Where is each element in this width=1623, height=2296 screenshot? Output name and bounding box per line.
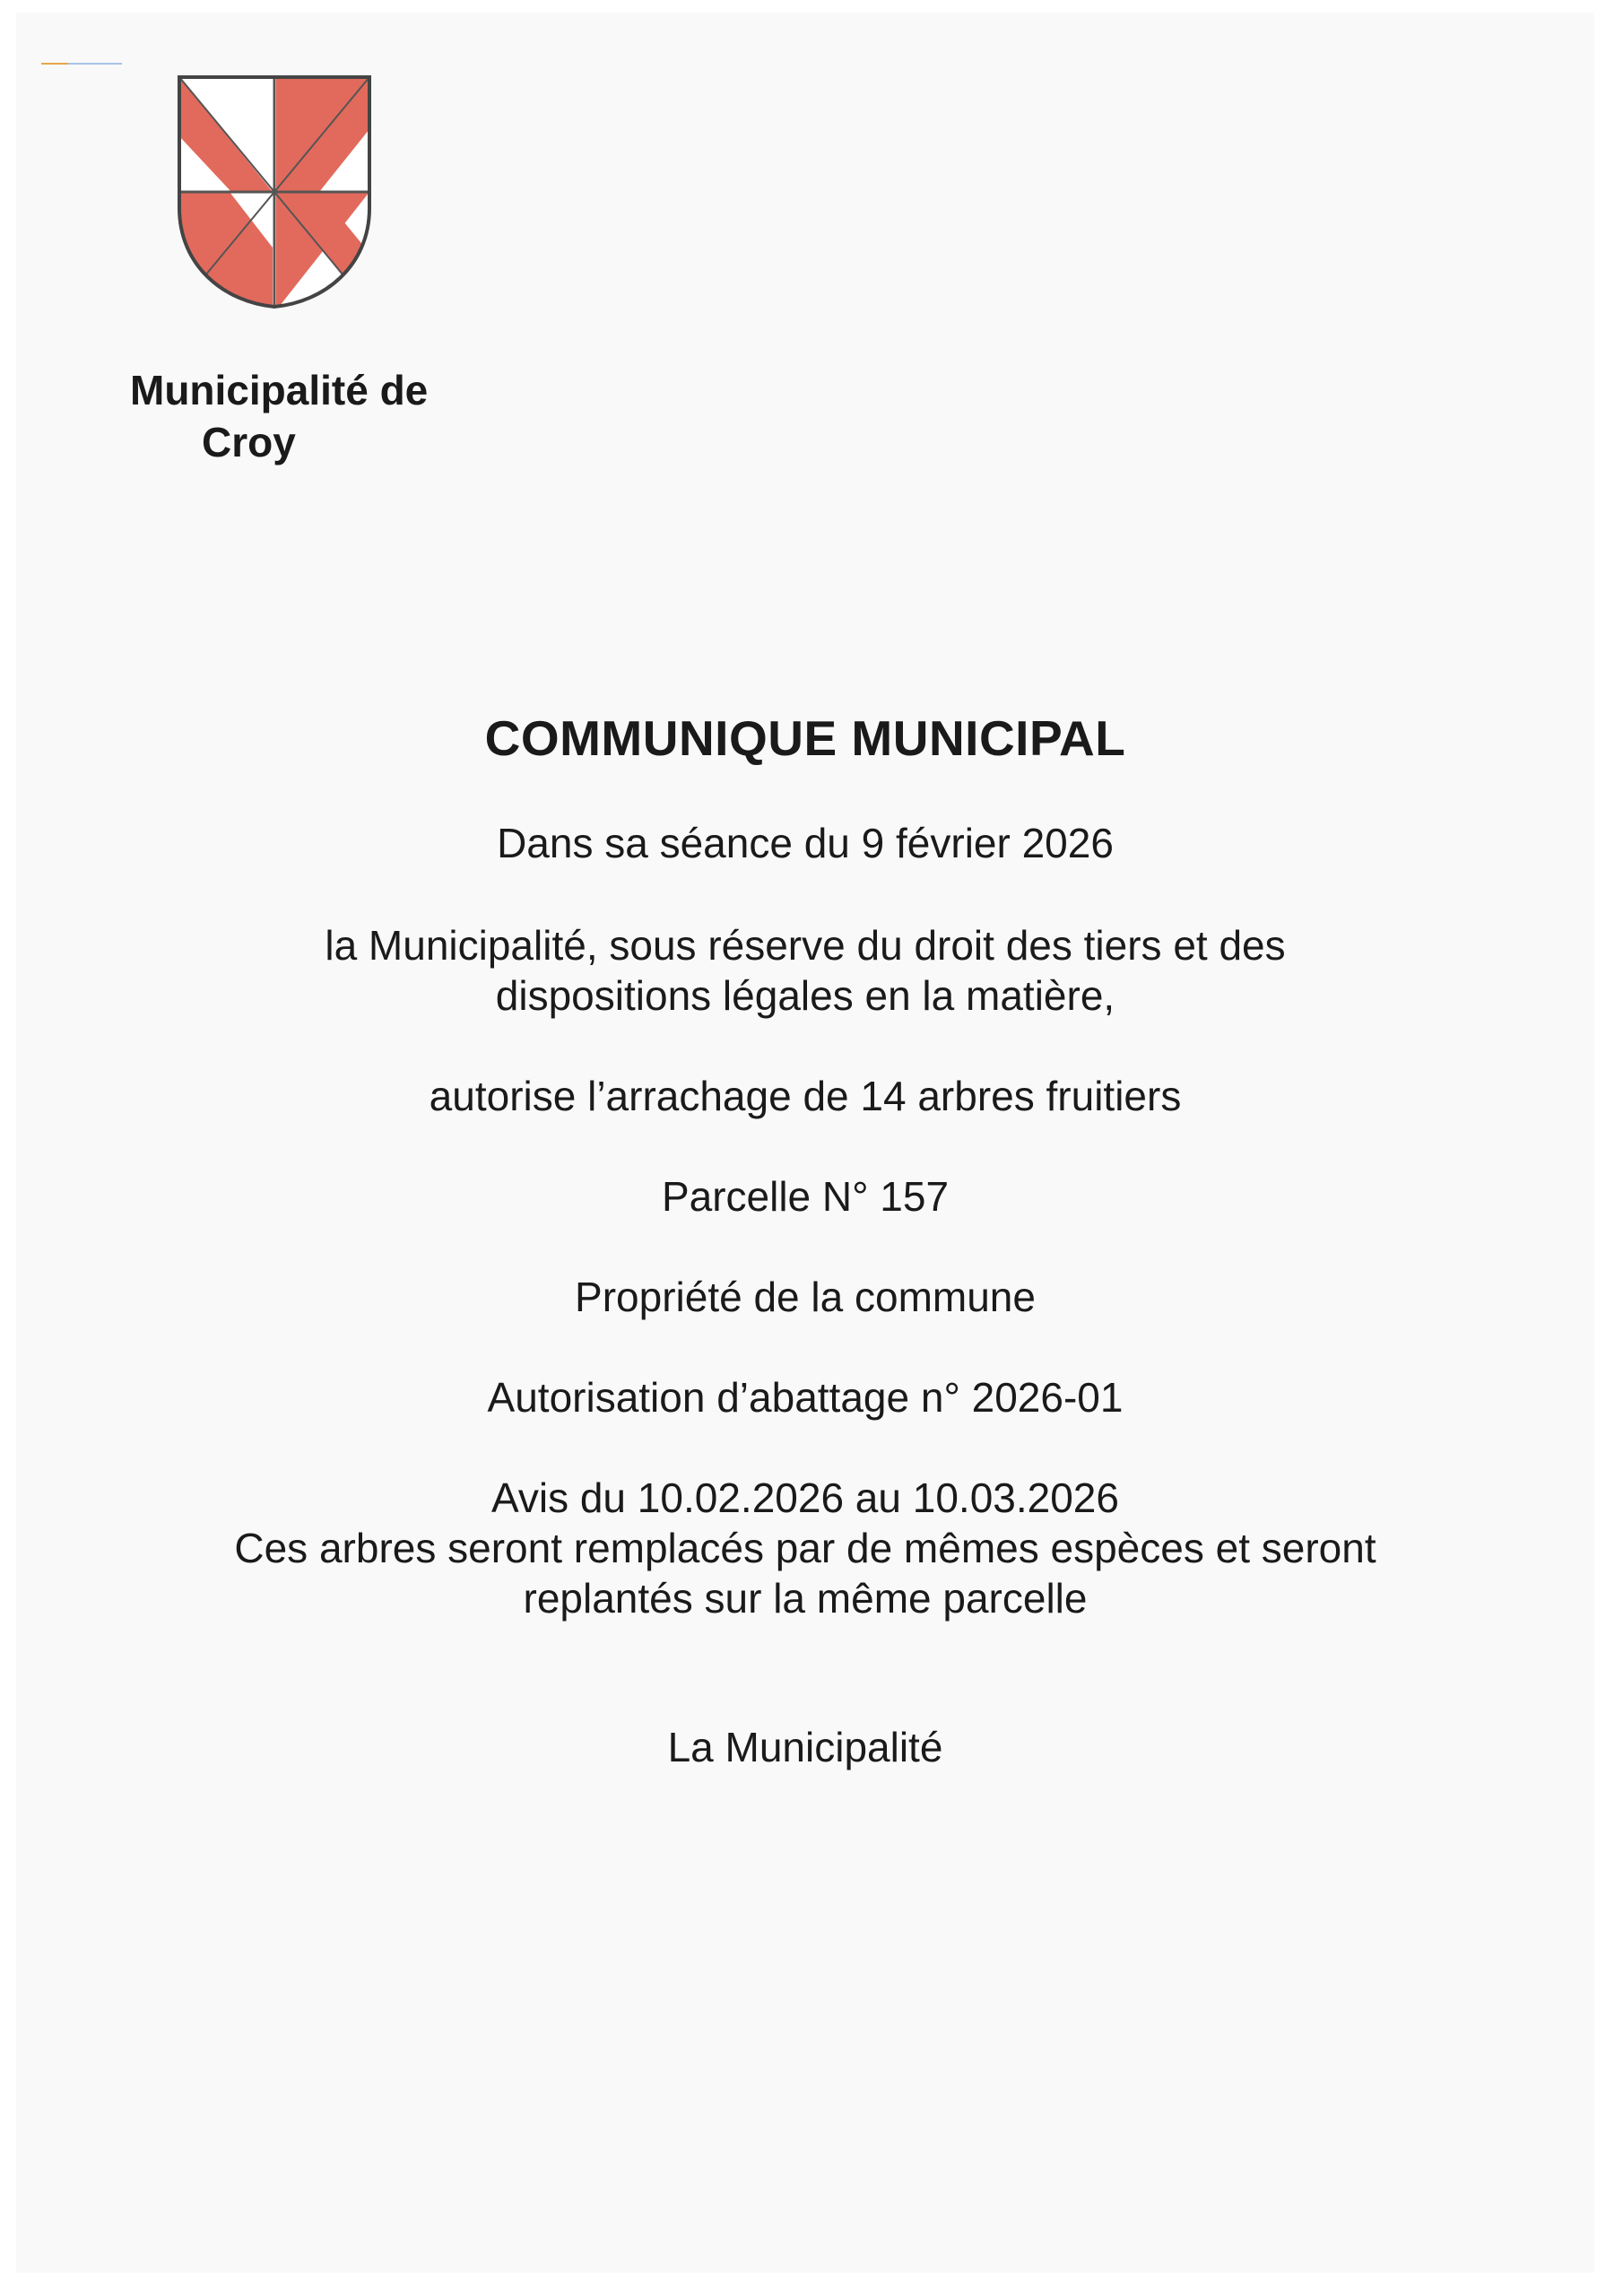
scan-artifact-mark (41, 62, 122, 65)
replacement-line2: replantés sur la même parcelle (523, 1575, 1088, 1622)
reserve-clause-line1: la Municipalité, sous réserve du droit des tiers et des (325, 922, 1286, 969)
authorization-statement: autorise l’arrachage de 14 arbres fruitiers (429, 1073, 1182, 1119)
notice-title: COMMUNIQUE MUNICIPAL (484, 710, 1126, 766)
municipality-name (130, 364, 489, 468)
document-page (16, 13, 1594, 2273)
notice-period: Avis du 10.02.2026 au 10.03.2026 (491, 1474, 1119, 1521)
municipality-name-line1: Municipalité de (130, 367, 429, 413)
session-date: Dans sa séance du 9 février 2026 (497, 820, 1114, 866)
permit-number: Autorisation d’abattage n° 2026-01 (487, 1374, 1124, 1421)
coat-of-arms-shield-icon (176, 74, 373, 310)
signature: La Municipalité (667, 1724, 943, 1770)
property-owner: Propriété de la commune (575, 1274, 1036, 1320)
parcel-number: Parcelle N° 157 (661, 1173, 950, 1220)
replacement-line1: Ces arbres seront remplacés par de mêmes espèces et seront (234, 1525, 1376, 1571)
reserve-clause (16, 920, 1594, 1021)
reserve-clause-line2: dispositions légales en la matière, (495, 972, 1115, 1019)
notice-period-block (16, 1473, 1594, 1623)
municipality-name-line2: Croy (202, 419, 296, 465)
